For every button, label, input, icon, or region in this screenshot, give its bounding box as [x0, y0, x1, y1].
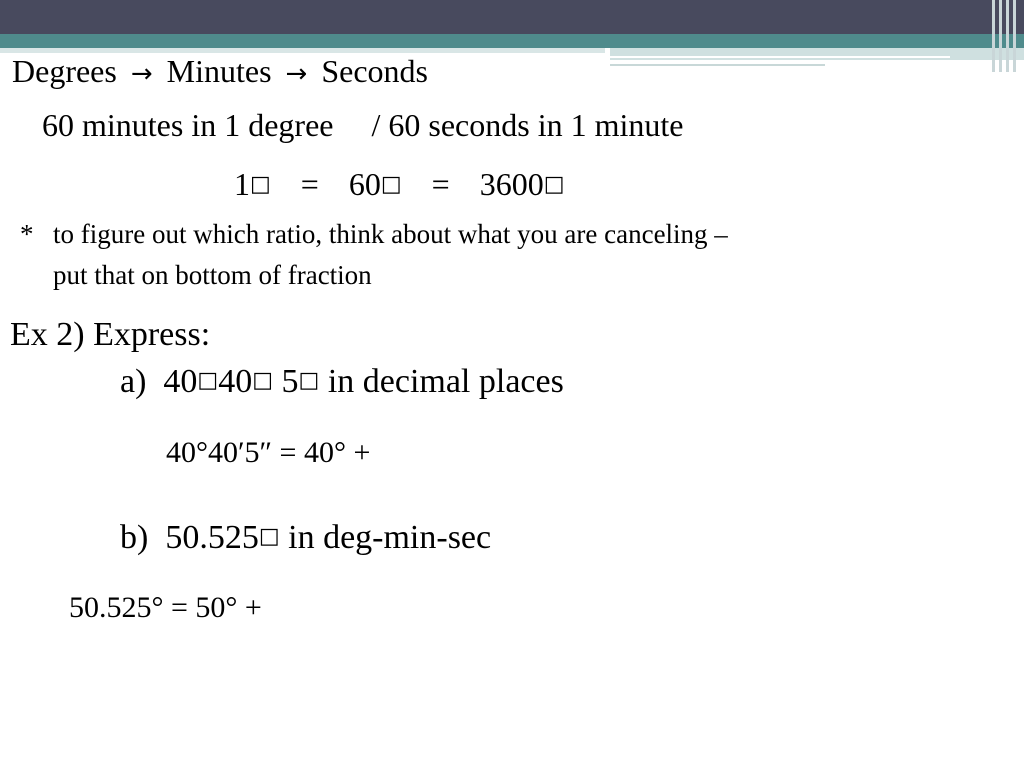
formula-part-a: 40°40′5″ = 40° +: [166, 436, 371, 469]
note-bullet: *: [20, 219, 34, 249]
missing-glyph-icon: □: [380, 172, 402, 197]
equivalence-line: [234, 168, 564, 200]
missing-glyph-icon: □: [258, 524, 280, 549]
formula-part-b: 50.525° = 50° +: [69, 591, 262, 624]
title-degrees: Degrees: [12, 53, 117, 89]
missing-glyph-icon: □: [197, 368, 219, 393]
header-stripes: [990, 0, 1024, 72]
example-part-a: [120, 365, 564, 399]
right-arrow-icon: →: [130, 59, 153, 89]
part-a-seconds: 5: [281, 363, 299, 400]
header-pale-bar: [610, 48, 1024, 60]
note-line-2: put that on bottom of fraction: [53, 260, 372, 290]
note-line-1: to figure out which ratio, think about what you are canceling –: [53, 219, 728, 249]
example-part-b: [120, 521, 491, 555]
part-b-label: b): [120, 519, 149, 556]
missing-glyph-icon: □: [543, 172, 565, 197]
stripe: [992, 0, 995, 72]
missing-glyph-icon: □: [252, 368, 274, 393]
title-seconds: Seconds: [321, 53, 428, 89]
part-b-value: 50.525: [165, 519, 259, 556]
part-b-instruction: in deg-min-sec: [288, 519, 492, 556]
eq-equals: =: [300, 166, 319, 202]
missing-glyph-icon: □: [298, 368, 320, 393]
eq-3600: 3600: [479, 166, 544, 202]
stripe: [999, 0, 1002, 72]
conversion-rules: [42, 109, 683, 141]
title-minutes: Minutes: [166, 53, 272, 89]
slide-title: [12, 55, 428, 87]
stripe: [1013, 0, 1016, 72]
part-a-instruction: in decimal places: [327, 363, 564, 400]
right-arrow-icon: →: [285, 59, 308, 89]
example-heading: Ex 2) Express:: [10, 316, 211, 353]
eq-equals: =: [431, 166, 450, 202]
part-a-minutes: 40: [218, 363, 253, 400]
ratio-note: [20, 214, 728, 296]
stripe: [1006, 0, 1009, 72]
rule-seconds-per-minute: / 60 seconds in 1 minute: [371, 107, 684, 143]
part-a-degrees: 40: [163, 363, 198, 400]
eq-one: 1: [234, 166, 250, 202]
rule-minutes-per-degree: 60 minutes in 1 degree: [42, 107, 334, 143]
header-teal-bar: [0, 34, 1024, 48]
header-thin-line: [610, 56, 950, 58]
part-a-label: a): [120, 363, 147, 400]
header-dark-bar: [0, 0, 1024, 34]
header-accent-line: [610, 64, 825, 66]
eq-sixty: 60: [348, 166, 381, 202]
missing-glyph-icon: □: [250, 172, 271, 197]
